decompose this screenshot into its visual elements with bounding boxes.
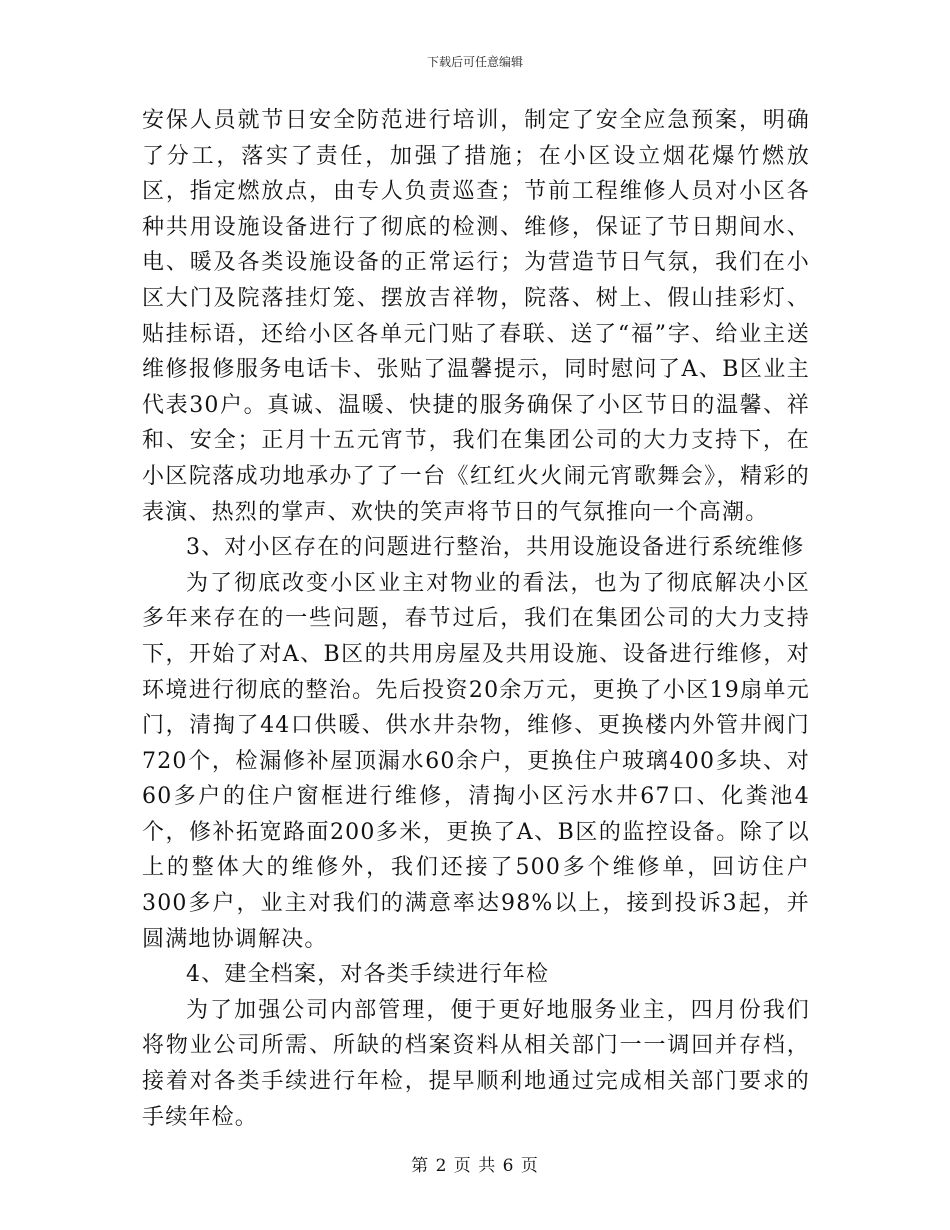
section-heading: 4、建全档案，对各类手续进行年检	[186, 962, 550, 988]
section-heading: 3、对小区存在的问题进行整治，共用设施设备进行系统维修	[186, 535, 805, 561]
page-number-footer: 第 2 页 共 6 页	[411, 1156, 539, 1176]
body-paragraph: 为了彻底改变小区业主对物业的看法，也为了彻底解决小区多年来存在的一些问题，春节过后，我们在集团公司的大力支持下，开始了对A、B区的共用房屋及共用设施、设备进行维修，对环境进行彻底的整治。先后投资20余万元，更换了小区19扇单元门，清掏了44口供暖、供水井杂物，维修、更换楼内外管井阀门720个，检漏修补屋顶漏水60余户，更换住户玻璃400多块、对60多户的住户窗框进行维修，清掏小区污水井67口、化粪池4个，修补拓宽路面200多米，更换了A、B区的监控设备。除了以上的整体大的维修外，我们还接了500多个维修单，回访住户300多户，业主对我们的满意率达98%以上，接到投诉3起，并圆满地协调解决。	[142, 570, 810, 952]
document-body	[142, 103, 810, 1135]
body-paragraph: 安保人员就节日安全防范进行培训，制定了安全应急预案，明确了分工，落实了责任，加强了措施；在小区设立烟花爆竹燃放区，指定燃放点，由专人负责巡查；节前工程维修人员对小区各种共用设施设备进行了彻底的检测、维修，保证了节日期间水、电、暖及各类设施设备的正常运行；为营造节日气氛，我们在小区大门及院落挂灯笼、摆放吉祥物，院落、树上、假山挂彩灯、贴挂标语，还给小区各单元门贴了春联、送了“福”字、给业主送维修报修服务电话卡、张贴了温馨提示，同时慰问了A、B区业主代表30户。真诚、温暖、快捷的服务确保了小区节日的温馨、祥和、安全；正月十五元宵节，我们在集团公司的大力支持下，在小区院落成功地承办了了一台《红红火火闹元宵歌舞会》，精彩的表演、热烈的掌声、欢快的笑声将节日的气氛推向一个高潮。	[142, 108, 810, 525]
body-paragraph: 为了加强公司内部管理，便于更好地服务业主，四月份我们将物业公司所需、所缺的档案资料从相关部门一一调回并存档，接着对各类手续进行年检，提早顺利地通过完成相关部门要求的手续年检。	[142, 997, 810, 1130]
page-header: 下载后可任意编辑	[426, 55, 523, 69]
